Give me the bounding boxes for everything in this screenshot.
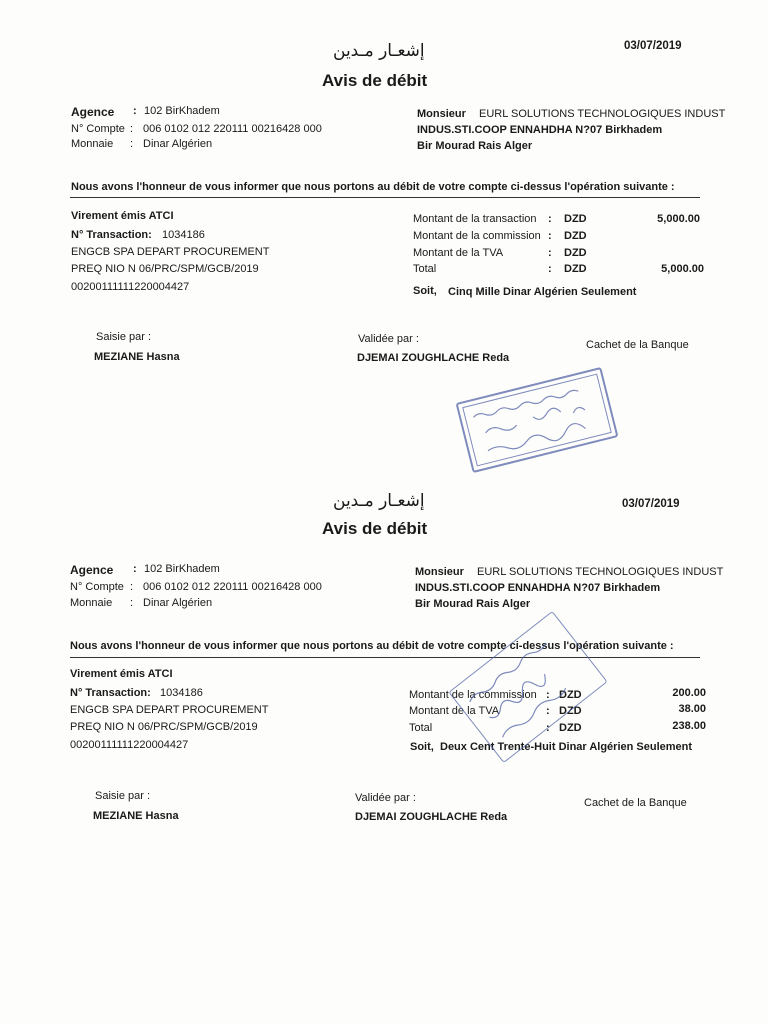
amount-value: 238.00 — [672, 720, 706, 732]
cachet-label: Cachet de la Banque — [584, 797, 687, 809]
client-address-line1: INDUS.STI.COOP ENNAHDHA N?07 Birkhadem — [417, 124, 663, 136]
divider — [70, 197, 700, 198]
validee-name: DJEMAI ZOUGHLACHE Reda — [355, 811, 508, 823]
compte-value: 006 0102 012 220111 00216428 000 — [143, 581, 322, 593]
debit-notice-1: إشعـار مـدين 03/07/2019 Avis de débit Agence : 102 BirKhadem N° Compte : 006 0102 012 220111 00216428 000 Monnaie : Dinar Algérien Monsieur EURL SOLUTIONS TECHNOLOGIQUES INDUST INDUS.STI.COOP ENNAHDHA N?07 Birkhadem Bir Mourad Rais Alger Nous avons l'honneur de vous informer que nous portons au débit de votre compte ci-dessus l'opération suivante : Virement émis ATCI N° Transaction: 1034186 ENGCB SPA DEPART PROCUREMENT PREQ NIO N 06/PRC/SPM/GCB/2019 00200111111220004427 Montant de la transaction : DZD 5,000.00 Montant de la commission : DZD Montant de la TVA : DZD Total : DZD 5,000.00 Soit, Cinq Mille Dinar Algérien Seulement Saisie par : MEZIANE Hasna Validée par : DJEMAI ZOUGHLACHE Reda Cachet de la Banque — [0, 0, 768, 480]
amount-currency: DZD — [559, 689, 582, 701]
agence-label: Agence — [70, 563, 114, 577]
notice-date: 03/07/2019 — [622, 498, 680, 510]
amount-value: 5,000.00 — [661, 263, 704, 275]
operation-line-3: ENGCB SPA DEPART PROCUREMENT — [71, 246, 270, 258]
debit-notice-2: إشعـار مـدين 03/07/2019 Avis de débit Agence : 102 BirKhadem N° Compte : 006 0102 012 220111 00216428 000 Monnaie : Dinar Algérien Monsieur EURL SOLUTIONS TECHNOLOGIQUES INDUST INDUS.STI.COOP ENNAHDHA N?07 Birkhadem Bir Mourad Rais Alger Nous avons l'honneur de vous informer que nous portons au débit de votre compte ci-dessus l'opération suivante : Virement émis ATCI N° Transaction: 1034186 ENGCB SPA DEPART PROCUREMENT PREQ NIO N 06/PRC/SPM/GCB/2019 00200111111220004427 Montant de la commission : DZD 200.00 Montant de la TVA : DZD 38.00 Total : DZD 238.00 Soit, Deux Cent Trente-Huit Dinar Algérien Seulement Saisie par : MEZIANE Hasna Validée par : DJEMAI ZOUGHLACHE Reda Cachet de la Banque — [70, 491, 724, 823]
amount-label: Montant de la transaction — [413, 213, 537, 225]
saisie-name: MEZIANE Hasna — [94, 351, 180, 363]
intro-text: Nous avons l'honneur de vous informer que nous portons au débit de votre compte ci-dessus l'opération suivante : — [71, 181, 675, 193]
operation-line-4: PREQ NIO N 06/PRC/SPM/GCB/2019 — [70, 721, 258, 733]
intro-text: Nous avons l'honneur de vous informer que nous portons au débit de votre compte ci-dessus l'opération suivante : — [70, 640, 674, 652]
amount-value: 200.00 — [672, 687, 706, 699]
amount-currency: DZD — [559, 705, 582, 717]
transaction-value: 1034186 — [160, 687, 203, 699]
arabic-title: إشعـار مـدين — [333, 491, 425, 511]
compte-label: N° Compte — [71, 123, 125, 135]
monsieur-label: Monsieur — [417, 108, 466, 120]
arabic-title: إشعـار مـدين — [333, 41, 425, 61]
saisie-label: Saisie par : — [95, 790, 151, 802]
amount-currency: DZD — [564, 247, 587, 259]
amount-label: Montant de la TVA — [409, 705, 500, 717]
operation-line-5: 00200111111220004427 — [71, 281, 190, 293]
amount-currency: DZD — [564, 230, 587, 242]
transaction-label: N° Transaction: — [70, 687, 151, 699]
monnaie-label: Monnaie — [70, 597, 113, 609]
monsieur-label: Monsieur — [415, 566, 464, 578]
amount-currency: DZD — [564, 263, 587, 275]
amount-currency: DZD — [559, 722, 582, 734]
operation-line-4: PREQ NIO N 06/PRC/SPM/GCB/2019 — [71, 263, 259, 275]
validee-name: DJEMAI ZOUGHLACHE Reda — [357, 352, 510, 364]
monnaie-value: Dinar Algérien — [143, 138, 213, 150]
compte-value: 006 0102 012 220111 00216428 000 — [143, 123, 322, 135]
amount-label: Montant de la commission — [409, 689, 537, 701]
amount-value: 5,000.00 — [657, 213, 700, 225]
saisie-label: Saisie par : — [96, 331, 152, 343]
operation-type: Virement émis ATCI — [70, 668, 173, 680]
client-name: EURL SOLUTIONS TECHNOLOGIQUES INDUST — [477, 566, 724, 578]
client-address-line2: Bir Mourad Rais Alger — [417, 140, 533, 152]
soit-label: Soit, — [413, 285, 437, 297]
amount-currency: DZD — [564, 213, 587, 225]
amount-value: 38.00 — [678, 703, 706, 715]
operation-type: Virement émis ATCI — [71, 210, 174, 222]
monnaie-label: Monnaie — [71, 138, 114, 150]
amount-label: Montant de la commission — [413, 230, 541, 242]
client-name: EURL SOLUTIONS TECHNOLOGIQUES INDUST — [479, 108, 726, 120]
monnaie-value: Dinar Algérien — [143, 597, 213, 609]
transaction-label: N° Transaction: — [71, 229, 152, 241]
divider — [70, 657, 700, 658]
operation-line-3: ENGCB SPA DEPART PROCUREMENT — [70, 704, 269, 716]
stamp-scribble-icon — [450, 612, 607, 761]
notice-title: Avis de débit — [322, 519, 428, 538]
amount-label: Total — [413, 263, 437, 275]
cachet-label: Cachet de la Banque — [586, 339, 689, 351]
saisie-name: MEZIANE Hasna — [93, 810, 179, 822]
amount-in-words: Cinq Mille Dinar Algérien Seulement — [448, 286, 637, 298]
transaction-value: 1034186 — [162, 229, 205, 241]
agence-value: 102 BirKhadem — [144, 105, 220, 117]
validee-label: Validée par : — [358, 333, 419, 345]
notice-title: Avis de débit — [322, 71, 428, 90]
agence-label: Agence — [71, 105, 115, 119]
validee-label: Validée par : — [355, 792, 416, 804]
soit-label: Soit, — [410, 741, 434, 753]
client-address-line2: Bir Mourad Rais Alger — [415, 598, 531, 610]
client-address-line1: INDUS.STI.COOP ENNAHDHA N?07 Birkhadem — [415, 582, 661, 594]
amount-in-words: Deux Cent Trente-Huit Dinar Algérien Seulement — [440, 741, 693, 753]
amount-label: Montant de la TVA — [413, 247, 504, 259]
amount-label: Total — [409, 722, 433, 734]
agence-value: 102 BirKhadem — [144, 563, 220, 575]
notice-date: 03/07/2019 — [624, 40, 682, 52]
operation-line-5: 00200111111220004427 — [70, 739, 189, 751]
compte-label: N° Compte — [70, 581, 124, 593]
